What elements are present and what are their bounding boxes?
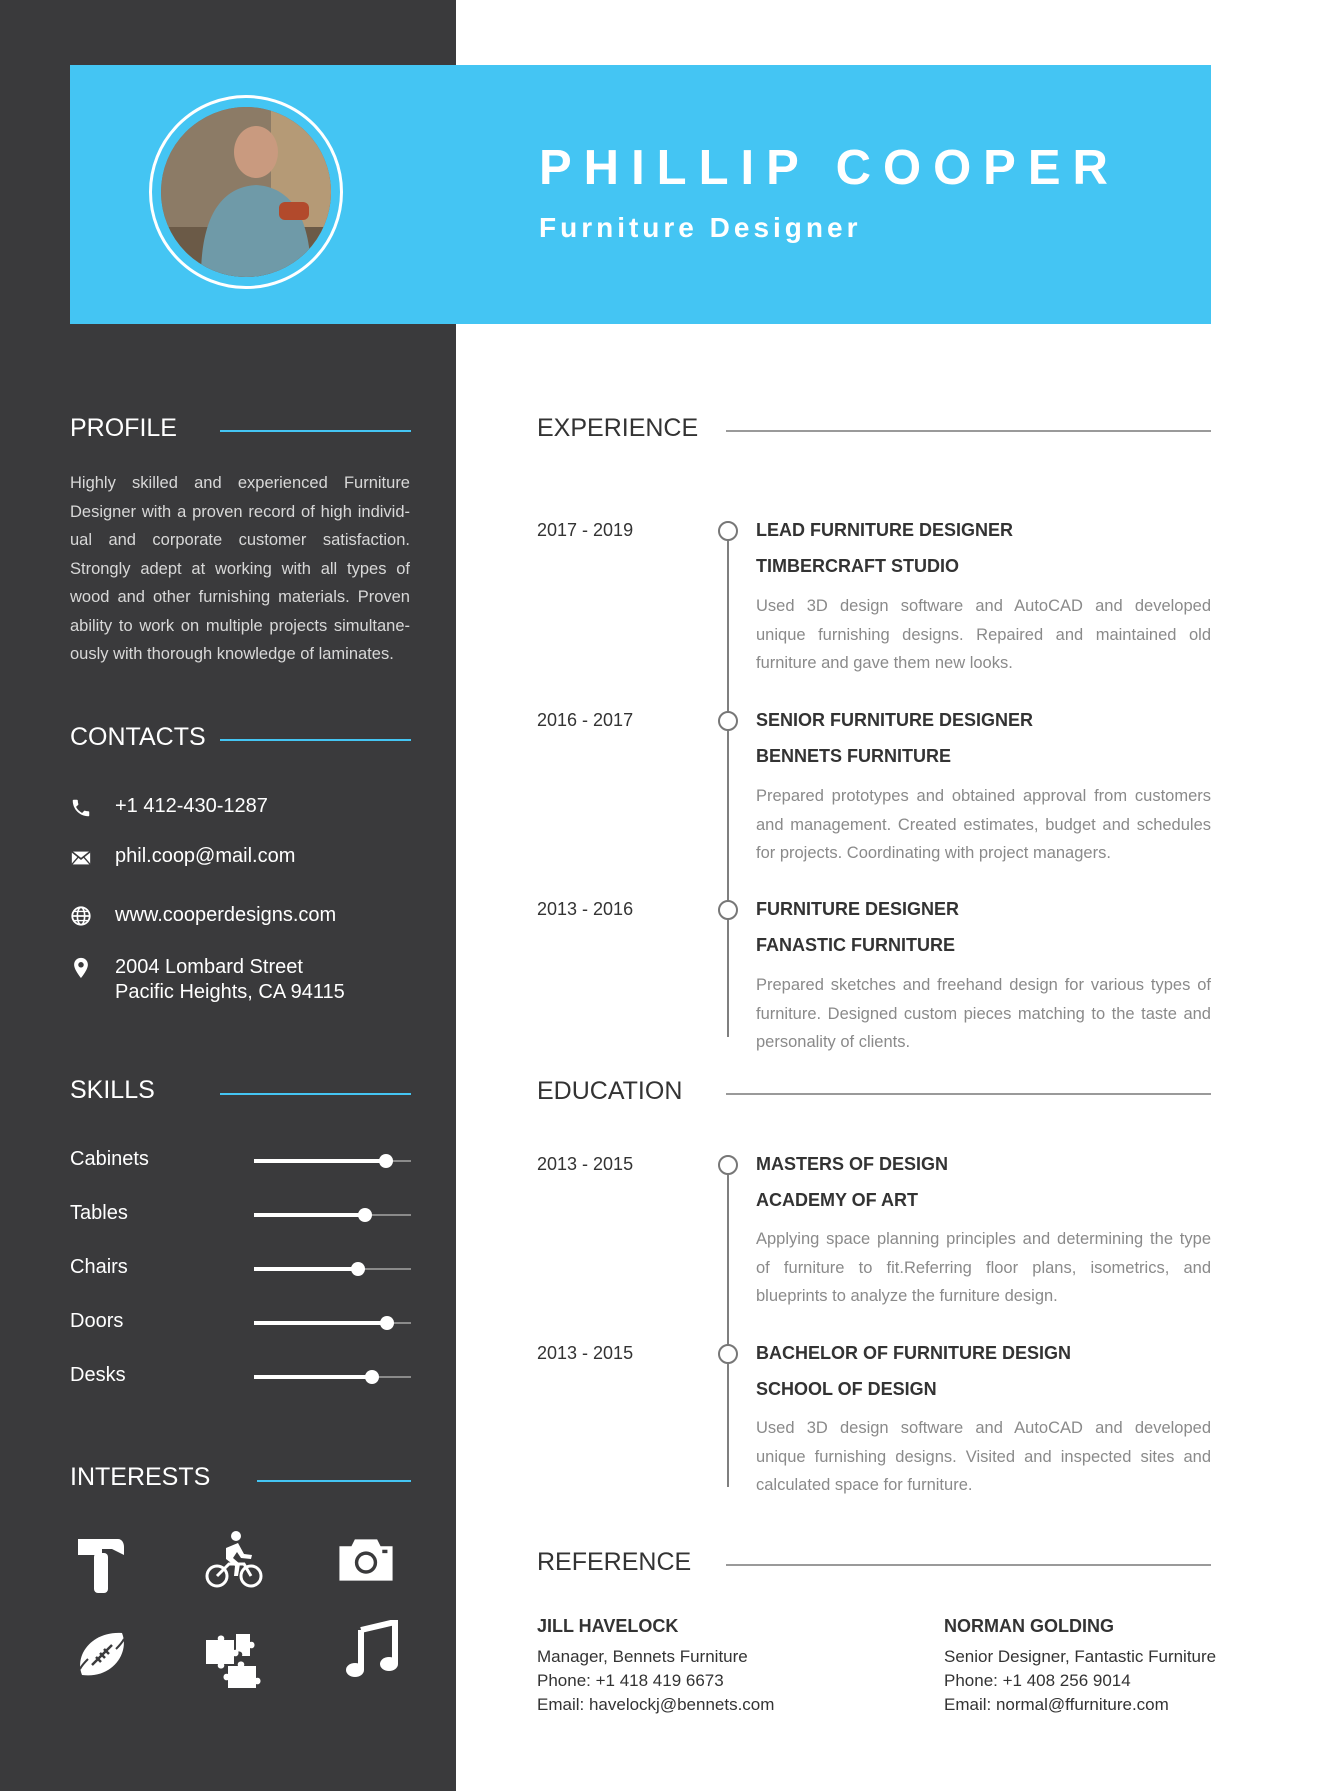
experience-timeline	[727, 531, 729, 1037]
interests-divider	[257, 1480, 411, 1482]
skill-level-bar	[254, 1322, 411, 1324]
experience-divider	[726, 430, 1211, 432]
skill-label: Doors	[70, 1310, 124, 1332]
skill-level-bar	[254, 1160, 411, 1162]
reference-position: Manager, Bennets Furniture	[537, 1647, 748, 1666]
education-divider	[726, 1093, 1211, 1095]
reference-name: NORMAN GOLDING	[944, 1616, 1114, 1636]
education-timeline	[727, 1165, 729, 1487]
reference-heading: REFERENCE	[537, 1548, 692, 1576]
profile-text: Highly skilled and experienced Furniture Designer with a proven record of high individ-ual and corporate customer satisfaction. Strongly adept at working with all types of wood and other furnishing materials. Proven ability to work on multiple projects simultane-ously with thorough knowledge of laminates.	[70, 474, 410, 663]
skill-level-bar	[254, 1214, 411, 1216]
experience-desc: Prepared prototypes and obtained approval from customers and management. Created estimates, budget and schedules for projects. Coordinating with project managers.	[756, 787, 1211, 862]
music-note-icon	[343, 1620, 403, 1680]
timeline-dot	[718, 521, 738, 541]
email-address[interactable]: phil.coop@mail.com	[115, 845, 296, 867]
skill-level-bar	[254, 1376, 411, 1378]
education-years: 2013 - 2015	[537, 1154, 634, 1174]
skill-level-fill	[254, 1213, 365, 1217]
profile-divider	[220, 430, 411, 432]
envelope-icon	[70, 847, 92, 869]
education-title: MASTERS OF DESIGN	[756, 1154, 949, 1174]
hammer-icon	[72, 1535, 132, 1595]
contacts-divider	[220, 739, 411, 741]
skill-level-knob	[365, 1370, 379, 1384]
education-years: 2013 - 2015	[537, 1343, 634, 1363]
experience-desc: Prepared sketches and freehand design for various types of furniture. Designed custom pieces matching to the taste and personality of clients.	[756, 976, 1211, 1051]
experience-title: SENIOR FURNITURE DESIGNER	[756, 710, 1034, 730]
reference-email[interactable]: Email: havelockj@bennets.com	[537, 1695, 775, 1714]
skill-label: Chairs	[70, 1256, 128, 1278]
location-pin-icon	[70, 957, 92, 979]
skill-level-fill	[254, 1267, 358, 1271]
skill-label: Desks	[70, 1364, 126, 1386]
reference-email[interactable]: Email: normal@ffurniture.com	[944, 1695, 1169, 1714]
reference-phone: Phone: +1 408 256 9014	[944, 1671, 1131, 1690]
reference-name: JILL HAVELOCK	[537, 1616, 679, 1636]
experience-org: FANASTIC FURNITURE	[756, 935, 955, 955]
skill-level-fill	[254, 1375, 372, 1379]
skills-heading: SKILLS	[70, 1076, 155, 1104]
puzzle-icon	[204, 1630, 264, 1690]
experience-title: LEAD FURNITURE DESIGNER	[756, 520, 1014, 540]
education-org: ACADEMY OF ART	[756, 1190, 918, 1210]
education-org: SCHOOL OF DESIGN	[756, 1379, 937, 1399]
reference-divider	[726, 1564, 1211, 1566]
reference-phone: Phone: +1 418 419 6673	[537, 1671, 724, 1690]
education-desc: Used 3D design software and AutoCAD and developed unique furnishing designs. Visited and inspected sites and calculated space for furniture.	[756, 1419, 1211, 1494]
football-icon	[72, 1625, 132, 1685]
avatar	[149, 95, 343, 289]
experience-years: 2016 - 2017	[537, 710, 634, 730]
education-heading: EDUCATION	[537, 1077, 683, 1105]
timeline-dot	[718, 711, 738, 731]
timeline-dot	[718, 1344, 738, 1364]
experience-org: BENNETS FURNITURE	[756, 746, 952, 766]
skill-level-knob	[351, 1262, 365, 1276]
address-line-1: 2004 Lombard Street	[115, 956, 303, 978]
cycling-icon	[204, 1530, 264, 1590]
skill-level-knob	[379, 1154, 393, 1168]
phone-number[interactable]: +1 412-430-1287	[115, 795, 268, 817]
skill-level-fill	[254, 1159, 386, 1163]
reference-position: Senior Designer, Fantastic Furniture	[944, 1647, 1217, 1666]
interests-heading: INTERESTS	[70, 1463, 211, 1491]
skill-label: Cabinets	[70, 1148, 149, 1170]
skill-level-bar	[254, 1268, 411, 1270]
candidate-name: PHILLIP COOPER	[539, 141, 1120, 195]
profile-photo	[161, 107, 331, 277]
website-link[interactable]: www.cooperdesigns.com	[115, 904, 337, 926]
skill-label: Tables	[70, 1202, 128, 1224]
contacts-heading: CONTACTS	[70, 723, 206, 751]
experience-years: 2013 - 2016	[537, 899, 634, 919]
candidate-role: Furniture Designer	[539, 212, 862, 243]
experience-heading: EXPERIENCE	[537, 414, 699, 442]
education-desc: Applying space planning principles and determining the type of furniture to fit.Referring floor plans, isometrics, and blueprints to analyze the furniture design.	[756, 1230, 1211, 1305]
timeline-dot	[718, 900, 738, 920]
address-line-2: Pacific Heights, CA 94115	[115, 981, 345, 1003]
phone-icon	[70, 797, 92, 819]
profile-heading: PROFILE	[70, 414, 177, 442]
experience-desc: Used 3D design software and AutoCAD and developed unique furnishing designs. Repaired and maintained old furniture and gave them new looks.	[756, 597, 1211, 672]
experience-org: TIMBERCRAFT STUDIO	[756, 556, 959, 576]
experience-title: FURNITURE DESIGNER	[756, 899, 960, 919]
skills-divider	[220, 1093, 411, 1095]
education-title: BACHELOR OF FURNITURE DESIGN	[756, 1343, 1071, 1363]
header-banner	[70, 65, 1211, 324]
experience-years: 2017 - 2019	[537, 520, 634, 540]
skill-level-fill	[254, 1321, 387, 1325]
camera-icon	[336, 1530, 396, 1590]
globe-icon	[70, 905, 92, 927]
timeline-dot	[718, 1155, 738, 1175]
